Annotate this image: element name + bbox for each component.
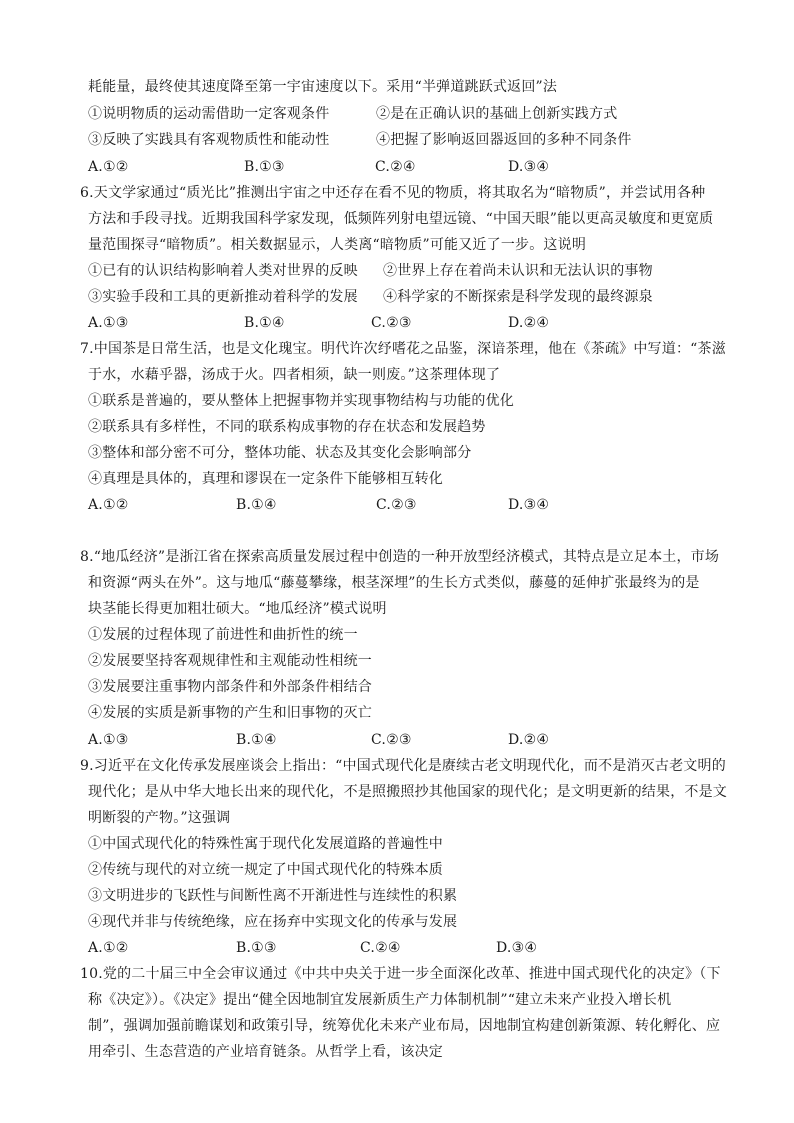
q7-option-c[interactable]: C.②③ (376, 497, 417, 513)
q9-item-1: ①中国式现代化的特殊性寓于现代化发展道路的普遍性中 (88, 836, 443, 852)
q5-item-3: ③反映了实践具有客观物质性和能动性 (88, 132, 330, 148)
q7-option-a[interactable]: A.①② (88, 497, 129, 513)
q7-option-b[interactable]: B.①④ (236, 497, 277, 513)
q6-option-c[interactable]: C.②③ (371, 315, 412, 331)
q5-cont-line: 耗能量，最终使其速度降至第一宇宙速度以下。采用“半弹道跳跃式返回”法 (88, 79, 558, 95)
q6-option-d[interactable]: D.②④ (508, 315, 550, 331)
q6-stem-line-3: 量范围探寻“暗物质”。相关数据显示，人类离“暗物质”可能又近了一步。这说明 (88, 237, 587, 253)
q6-stem-line-1: 6.天文学家通过“质光比”推测出宇宙之中还存在看不见的物质，将其取名为“暗物质”，并尝试用各种 (80, 185, 706, 201)
q9-stem-line-1: 9.习近平在文化传承发展座谈会上指出：“中国式现代化是赓续古老文明现代化，而不是消灭古老文明的 (80, 758, 726, 774)
q6-option-a[interactable]: A.①③ (88, 315, 129, 331)
q9-stem-line-2: 现代化；是从中华大地长出来的现代化，不是照搬照抄其他国家的现代化；是文明更新的结果，不是文 (88, 784, 727, 800)
q7-options (88, 495, 688, 515)
q8-options (88, 730, 688, 750)
q5-option-b[interactable]: B.①③ (244, 159, 285, 175)
q9-option-b[interactable]: B.①③ (236, 940, 277, 956)
q7-option-d[interactable]: D.③④ (508, 497, 550, 513)
q5-option-a[interactable]: A.①② (88, 159, 129, 175)
q8-stem-line-1: 8.“地瓜经济”是浙江省在探索高质量发展过程中创造的一种开放型经济模式，其特点是立足本土，市场 (80, 549, 720, 565)
q7-stem-line-1: 7.中国茶是日常生活，也是文化瑰宝。明代许次纾嗜花之品鉴，深谙茶理，他在《茶疏》中写道：“茶滋 (80, 341, 726, 357)
q9-options (88, 938, 688, 958)
q6-options (88, 313, 688, 333)
q9-option-d[interactable]: D.③④ (496, 940, 538, 956)
q8-item-2: ②发展要坚持客观规律性和主观能动性相统一 (88, 653, 372, 669)
q5-item-4: ④把握了影响返回器返回的多种不同条件 (376, 132, 632, 148)
q7-stem-line-2: 于水，水藉乎器，汤成于火。四者相须，缺一则废。”这茶理体现了 (88, 367, 501, 383)
q8-option-b[interactable]: B.①④ (236, 732, 277, 748)
q8-option-c[interactable]: C.②③ (371, 732, 412, 748)
q5-item-1: ①说明物质的运动需借助一定客观条件 (88, 106, 330, 122)
q9-stem-line-3: 明断裂的产物。”这强调 (88, 810, 231, 826)
q9-option-a[interactable]: A.①② (88, 940, 129, 956)
q9-option-c[interactable]: C.②④ (360, 940, 401, 956)
q10-stem-line-1: 10.党的二十届三中全会审议通过《中共中央关于进一步全面深化改革、推进中国式现代化的决定》（下 (80, 966, 721, 982)
q7-item-4: ④真理是具体的，真理和谬误在一定条件下能够相互转化 (88, 471, 443, 487)
q5-option-d[interactable]: D.③④ (508, 159, 550, 175)
q6-item-3: ③实验手段和工具的更新推动着科学的发展 (88, 289, 358, 305)
q8-stem-line-3: 块茎能长得更加粗壮硕大。“地瓜经济”模式说明 (88, 601, 387, 617)
q6-item-1: ①已有的认识结构影响着人类对世界的反映 (88, 263, 358, 279)
q8-item-3: ③发展要注重事物内部条件和外部条件相结合 (88, 679, 372, 695)
q5-item-2: ②是在正确认识的基础上创新实践方式 (376, 106, 618, 122)
q10-stem-line-4: 用牵引、生态营造的产业培育链条。从哲学上看，该决定 (88, 1044, 443, 1060)
q6-stem-line-2: 方法和手段寻找。近期我国科学家发现，低频阵列射电望远镜、“中国天眼”能以更高灵敏度和更宽质 (88, 211, 714, 227)
q8-option-d[interactable]: D.②④ (508, 732, 550, 748)
q8-item-1: ①发展的过程体现了前进性和曲折性的统一 (88, 627, 358, 643)
q9-item-2: ②传统与现代的对立统一规定了中国式现代化的特殊本质 (88, 862, 443, 878)
q8-item-4: ④发展的实质是新事物的产生和旧事物的灭亡 (88, 705, 372, 721)
q7-item-2: ②联系具有多样性，不同的联系构成事物的存在状态和发展趋势 (88, 419, 486, 435)
q8-stem-line-2: 和资源“两头在外”。这与地瓜“藤蔓攀缘，根茎深埋”的生长方式类似，藤蔓的延伸扩张最终为的是 (88, 575, 700, 591)
q10-stem-line-2: 称《决定》）。《决定》提出“健全因地制宜发展新质生产力体制机制”“建立未来产业投入增长机 (88, 992, 672, 1008)
q7-item-3: ③整体和部分密不可分，整体功能、状态及其变化会影响部分 (88, 445, 472, 461)
q9-item-4: ④现代并非与传统绝缘，应在扬弃中实现文化的传承与发展 (88, 914, 458, 930)
q9-item-3: ③文明进步的飞跃性与间断性离不开渐进性与连续性的积累 (88, 888, 458, 904)
q5-options (88, 157, 688, 177)
q10-stem-line-3: 制”，强调加强前瞻谋划和政策引导，统筹优化未来产业布局，因地制宜构建创新策源、转化孵化、应 (88, 1018, 721, 1034)
q5-option-c[interactable]: C.②④ (375, 159, 416, 175)
q7-item-1: ①联系是普遍的，要从整体上把握事物并实现事物结构与功能的优化 (88, 393, 514, 409)
q6-option-b[interactable]: B.①④ (244, 315, 285, 331)
q8-option-a[interactable]: A.①③ (88, 732, 129, 748)
q6-item-4: ④科学家的不断探索是科学发现的最终源泉 (383, 289, 653, 305)
q6-item-2: ②世界上存在着尚未认识和无法认识的事物 (383, 263, 653, 279)
